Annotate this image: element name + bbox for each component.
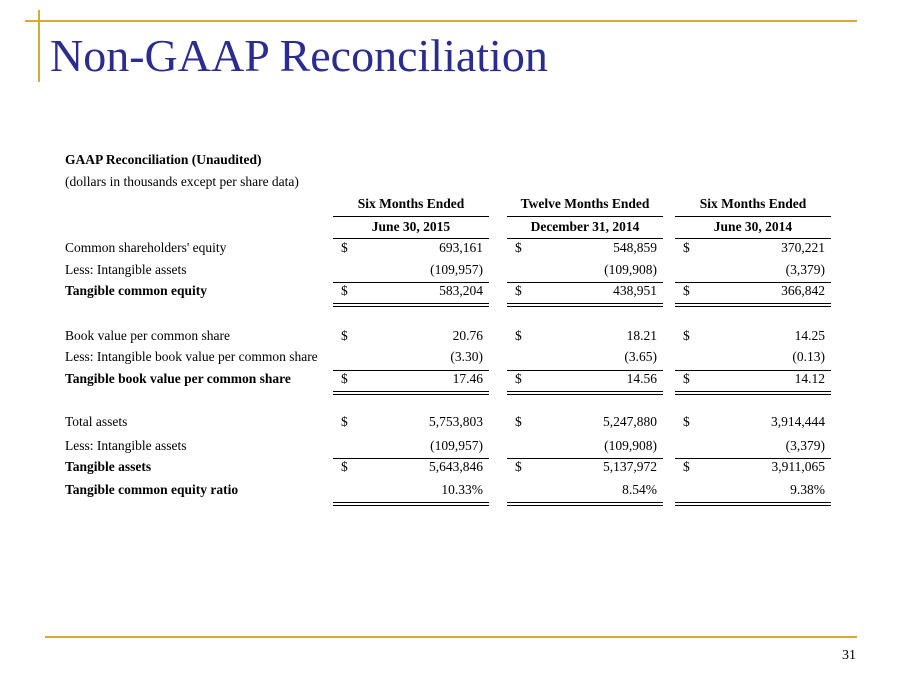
total-double-underline: [333, 502, 489, 506]
row-cell: [333, 283, 489, 303]
table-row: [65, 349, 845, 369]
header-underline-1: [333, 216, 489, 217]
row-label: Total assets: [65, 414, 128, 429]
dollar-sign: $: [515, 459, 522, 474]
row-value: 17.46: [452, 371, 483, 386]
dollar-sign: $: [341, 459, 348, 474]
row-cell: [675, 438, 831, 458]
row-cell: [507, 414, 663, 434]
row-value: 693,161: [439, 240, 483, 255]
column-header-3-line1: Six Months Ended: [699, 196, 807, 211]
row-value: 14.25: [794, 328, 825, 343]
table-heading: GAAP Reconciliation (Unaudited): [65, 152, 262, 167]
row-cell: [675, 240, 831, 260]
row-cell: [333, 240, 489, 260]
row-value: 370,221: [781, 240, 825, 255]
row-cell: [333, 349, 489, 369]
table-row: [65, 482, 845, 502]
dollar-sign: $: [515, 283, 522, 298]
dollar-sign: $: [515, 240, 522, 255]
subtotal-underline: [333, 282, 489, 283]
dollar-sign: $: [341, 240, 348, 255]
row-value: (109,908): [604, 438, 657, 453]
row-value: (3.65): [624, 349, 657, 364]
row-cell: [675, 414, 831, 434]
total-double-underline: [333, 391, 489, 395]
dollar-sign: $: [683, 240, 690, 255]
subtotal-underline: [675, 458, 831, 459]
row-value: (3,379): [785, 438, 825, 453]
dollar-sign: $: [683, 283, 690, 298]
table-row: [65, 371, 845, 391]
row-value: 18.21: [626, 328, 657, 343]
row-value: (3.30): [450, 349, 483, 364]
row-cell: [507, 438, 663, 458]
subtotal-underline: [333, 458, 489, 459]
subtotal-underline: [675, 370, 831, 371]
dollar-sign: $: [341, 283, 348, 298]
header-underline-3: [675, 216, 831, 217]
row-value: 366,842: [781, 283, 825, 298]
row-value: (109,957): [430, 262, 483, 277]
row-value: 14.56: [626, 371, 657, 386]
row-value: 5,247,880: [603, 414, 657, 429]
subtotal-underline: [675, 282, 831, 283]
row-label: Less: Intangible assets: [65, 438, 187, 453]
total-double-underline: [507, 502, 663, 506]
row-value: 3,914,444: [771, 414, 825, 429]
row-value: 3,911,065: [771, 459, 825, 474]
row-cell: [333, 459, 489, 479]
row-value: 5,137,972: [603, 459, 657, 474]
table-row: [65, 438, 845, 458]
row-cell: [333, 482, 489, 502]
header-underline-2b: [507, 238, 663, 239]
row-cell: [507, 328, 663, 348]
row-value: 8.54%: [622, 482, 657, 497]
dollar-sign: $: [515, 414, 522, 429]
row-value: 20.76: [452, 328, 483, 343]
slide-title: Non-GAAP Reconciliation: [50, 30, 548, 81]
subtotal-underline: [507, 370, 663, 371]
column-header-2-line1: Twelve Months Ended: [520, 196, 650, 211]
dollar-sign: $: [515, 371, 522, 386]
row-value: (0.13): [792, 349, 825, 364]
row-cell: [675, 371, 831, 391]
row-value: 5,753,803: [429, 414, 483, 429]
page-number: 31: [842, 648, 856, 663]
dollar-sign: $: [515, 328, 522, 343]
dollar-sign: $: [341, 371, 348, 386]
header-underline-2: [507, 216, 663, 217]
dollar-sign: $: [683, 459, 690, 474]
row-cell: [507, 262, 663, 282]
left-rule: [38, 10, 40, 82]
subtotal-underline: [507, 458, 663, 459]
row-cell: [507, 482, 663, 502]
row-cell: [333, 438, 489, 458]
row-cell: [675, 349, 831, 369]
row-cell: [333, 414, 489, 434]
row-value: (3,379): [785, 262, 825, 277]
row-label: Tangible assets: [65, 459, 152, 474]
row-cell: [333, 328, 489, 348]
row-value: (109,957): [430, 438, 483, 453]
row-value: 438,951: [613, 283, 657, 298]
total-double-underline: [507, 391, 663, 395]
row-cell: [333, 262, 489, 282]
row-cell: [507, 283, 663, 303]
row-value: 548,859: [613, 240, 657, 255]
row-value: 9.38%: [790, 482, 825, 497]
row-label: Less: Intangible assets: [65, 262, 187, 277]
column-header-1-line1: Six Months Ended: [357, 196, 465, 211]
bottom-rule: [45, 636, 857, 638]
dollar-sign: $: [683, 414, 690, 429]
row-value: 5,643,846: [429, 459, 483, 474]
column-header-2-line2: December 31, 2014: [530, 219, 640, 234]
row-label: Tangible book value per common share: [65, 371, 291, 386]
row-label: Tangible common equity: [65, 283, 208, 298]
dollar-sign: $: [683, 328, 690, 343]
subtotal-underline: [507, 282, 663, 283]
row-cell: [675, 459, 831, 479]
row-value: 583,204: [439, 283, 483, 298]
table-row: [65, 283, 845, 303]
row-value: 10.33%: [441, 482, 483, 497]
row-cell: [507, 371, 663, 391]
table-row: [65, 328, 845, 348]
row-label: Tangible common equity ratio: [65, 482, 239, 497]
top-rule: [25, 20, 857, 22]
row-cell: [675, 283, 831, 303]
row-label: Less: Intangible book value per common share: [65, 349, 318, 364]
dollar-sign: $: [341, 414, 348, 429]
row-cell: [675, 328, 831, 348]
column-header-1-line2: June 30, 2015: [371, 219, 451, 234]
total-double-underline: [675, 303, 831, 307]
table-row: [65, 262, 845, 282]
table-row: [65, 414, 845, 434]
table-row: [65, 240, 845, 260]
row-label: Common shareholders' equity: [65, 240, 227, 255]
total-double-underline: [675, 391, 831, 395]
row-cell: [507, 349, 663, 369]
total-double-underline: [675, 502, 831, 506]
row-cell: [507, 240, 663, 260]
row-label: Book value per common share: [65, 328, 230, 343]
row-value: (109,908): [604, 262, 657, 277]
table-subheading: (dollars in thousands except per share data): [65, 174, 299, 189]
header-underline-3b: [675, 238, 831, 239]
row-value: 14.12: [794, 371, 825, 386]
row-cell: [675, 482, 831, 502]
total-double-underline: [333, 303, 489, 307]
dollar-sign: $: [341, 328, 348, 343]
header-underline-1b: [333, 238, 489, 239]
row-cell: [333, 371, 489, 391]
column-header-3-line2: June 30, 2014: [713, 219, 793, 234]
total-double-underline: [507, 303, 663, 307]
subtotal-underline: [333, 370, 489, 371]
table-row: [65, 459, 845, 479]
row-cell: [675, 262, 831, 282]
row-cell: [507, 459, 663, 479]
dollar-sign: $: [683, 371, 690, 386]
